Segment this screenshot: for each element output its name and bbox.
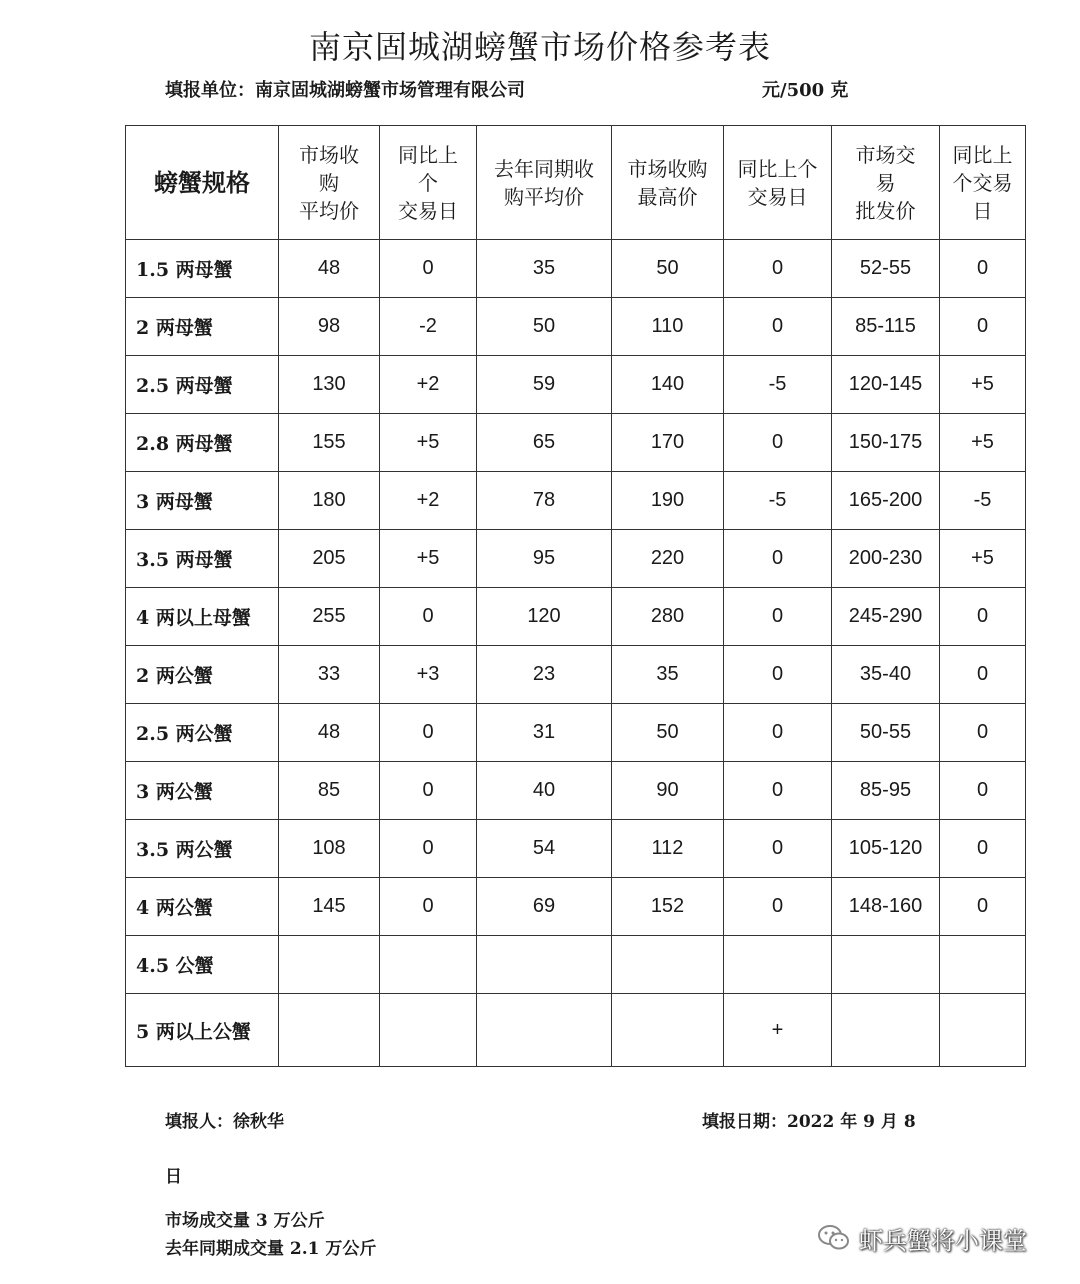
column-header: 同比上 个 交易日 (380, 126, 477, 240)
price-cell: +5 (940, 356, 1026, 414)
price-cell: 220 (612, 530, 724, 588)
price-cell: 165-200 (832, 472, 940, 530)
price-cell: 0 (724, 414, 832, 472)
price-cell: 65 (477, 414, 612, 472)
price-cell: 105-120 (832, 820, 940, 878)
price-cell: +5 (940, 530, 1026, 588)
price-cell: 0 (724, 646, 832, 704)
price-cell: +2 (380, 472, 477, 530)
price-cell: 52-55 (832, 240, 940, 298)
crab-spec-cell: 4.5 公蟹 (126, 936, 279, 994)
table-body (126, 240, 1026, 1067)
price-cell: 152 (612, 878, 724, 936)
table-header-row (126, 126, 1026, 240)
price-cell: 140 (612, 356, 724, 414)
table-row (126, 762, 1026, 820)
column-header: 市场收购 最高价 (612, 126, 724, 240)
price-cell: 155 (279, 414, 380, 472)
price-cell: 205 (279, 530, 380, 588)
price-cell: 95 (477, 530, 612, 588)
price-cell: 245-290 (832, 588, 940, 646)
price-cell: 0 (724, 878, 832, 936)
price-cell: 85 (279, 762, 380, 820)
column-header: 螃蟹规格 (126, 126, 279, 240)
price-cell (477, 936, 612, 994)
price-cell: -5 (940, 472, 1026, 530)
price-cell: 48 (279, 240, 380, 298)
table-row (126, 820, 1026, 878)
crab-spec-cell: 4 两以上母蟹 (126, 588, 279, 646)
crab-spec-cell: 4 两公蟹 (126, 878, 279, 936)
crab-spec-cell: 3.5 两母蟹 (126, 530, 279, 588)
price-cell: + (724, 994, 832, 1067)
last-year-volume: 去年同期成交量 2.1 万公斤 (165, 1239, 377, 1259)
price-cell (612, 994, 724, 1067)
price-cell: 40 (477, 762, 612, 820)
column-header: 市场收 购 平均价 (279, 126, 380, 240)
price-cell (724, 936, 832, 994)
price-cell: +5 (380, 530, 477, 588)
price-cell: 50 (612, 704, 724, 762)
price-cell: 69 (477, 878, 612, 936)
price-cell: 50 (477, 298, 612, 356)
table-row (126, 994, 1026, 1067)
price-unit: 元/500 克 (762, 80, 849, 101)
price-cell: 33 (279, 646, 380, 704)
crab-spec-cell: 3 两母蟹 (126, 472, 279, 530)
price-cell: 78 (477, 472, 612, 530)
price-cell: 50 (612, 240, 724, 298)
price-cell: 280 (612, 588, 724, 646)
wechat-icon (817, 1223, 851, 1253)
price-cell: 90 (612, 762, 724, 820)
price-cell: 0 (724, 240, 832, 298)
price-cell: 0 (380, 240, 477, 298)
crab-spec-cell: 2 两母蟹 (126, 298, 279, 356)
table-row (126, 530, 1026, 588)
price-cell: 0 (724, 530, 832, 588)
price-cell: 0 (380, 878, 477, 936)
price-cell (477, 994, 612, 1067)
price-cell: 200-230 (832, 530, 940, 588)
crab-spec-cell: 5 两以上公蟹 (126, 994, 279, 1067)
price-cell: 0 (724, 704, 832, 762)
table-row (126, 240, 1026, 298)
price-cell: 145 (279, 878, 380, 936)
page-title: 南京固城湖螃蟹市场价格参考表 (308, 28, 771, 66)
price-cell: 0 (940, 704, 1026, 762)
price-cell (279, 936, 380, 994)
table-row (126, 646, 1026, 704)
price-cell (279, 994, 380, 1067)
price-cell: 54 (477, 820, 612, 878)
price-cell: 0 (940, 588, 1026, 646)
price-cell: 148-160 (832, 878, 940, 936)
table-row (126, 472, 1026, 530)
price-cell (832, 994, 940, 1067)
price-cell: 120 (477, 588, 612, 646)
price-cell: +5 (380, 414, 477, 472)
price-cell: 255 (279, 588, 380, 646)
price-cell: 150-175 (832, 414, 940, 472)
price-cell: 190 (612, 472, 724, 530)
table-row (126, 414, 1026, 472)
reporting-unit: 填报单位：南京固城湖螃蟹市场管理有限公司 (165, 80, 525, 101)
crab-spec-cell: 2.5 两公蟹 (126, 704, 279, 762)
report-date: 填报日期：2022 年 9 月 8 (702, 1112, 916, 1132)
price-cell: -2 (380, 298, 477, 356)
price-cell: 35-40 (832, 646, 940, 704)
price-cell (380, 936, 477, 994)
filler-name: 填报人：徐秋华 (165, 1112, 284, 1132)
price-cell: 110 (612, 298, 724, 356)
price-cell: 31 (477, 704, 612, 762)
column-header: 同比上 个交易 日 (940, 126, 1026, 240)
price-cell: 0 (380, 588, 477, 646)
crab-spec-cell: 2.8 两母蟹 (126, 414, 279, 472)
price-cell: 85-95 (832, 762, 940, 820)
price-cell: 120-145 (832, 356, 940, 414)
price-cell: +2 (380, 356, 477, 414)
price-cell: 0 (940, 820, 1026, 878)
report-date-continued: 日 (165, 1167, 182, 1187)
price-cell: -5 (724, 356, 832, 414)
price-cell (612, 936, 724, 994)
price-cell: 0 (724, 820, 832, 878)
price-cell: 48 (279, 704, 380, 762)
crab-spec-cell: 1.5 两母蟹 (126, 240, 279, 298)
price-cell: 0 (724, 298, 832, 356)
price-cell: 0 (940, 762, 1026, 820)
price-cell: 98 (279, 298, 380, 356)
table-row (126, 298, 1026, 356)
table-row (126, 936, 1026, 994)
table-row (126, 704, 1026, 762)
price-cell (940, 936, 1026, 994)
watermark-text: 虾兵蟹将小课堂 (859, 1226, 1027, 1255)
price-cell: 0 (940, 240, 1026, 298)
price-cell: +3 (380, 646, 477, 704)
price-cell: 0 (724, 588, 832, 646)
price-cell: 85-115 (832, 298, 940, 356)
price-cell (940, 994, 1026, 1067)
price-cell: 59 (477, 356, 612, 414)
crab-spec-cell: 2 两公蟹 (126, 646, 279, 704)
market-volume: 市场成交量 3 万公斤 (165, 1211, 325, 1231)
column-header: 同比上个 交易日 (724, 126, 832, 240)
column-header: 去年同期收 购平均价 (477, 126, 612, 240)
price-cell: 35 (612, 646, 724, 704)
price-cell: 130 (279, 356, 380, 414)
price-cell: 0 (940, 878, 1026, 936)
price-table (125, 125, 1026, 1067)
table-row (126, 878, 1026, 936)
price-cell: 0 (380, 704, 477, 762)
price-cell: 0 (380, 820, 477, 878)
price-cell: 35 (477, 240, 612, 298)
crab-spec-cell: 3.5 两公蟹 (126, 820, 279, 878)
price-cell: 0 (724, 762, 832, 820)
price-cell: 0 (940, 298, 1026, 356)
column-header: 市场交 易 批发价 (832, 126, 940, 240)
price-cell: 23 (477, 646, 612, 704)
price-cell: 170 (612, 414, 724, 472)
watermark (817, 1220, 1027, 1256)
price-cell (380, 994, 477, 1067)
price-cell: 0 (940, 646, 1026, 704)
table-row (126, 588, 1026, 646)
price-cell: 108 (279, 820, 380, 878)
price-cell: 180 (279, 472, 380, 530)
price-cell: 50-55 (832, 704, 940, 762)
price-cell: +5 (940, 414, 1026, 472)
table-row (126, 356, 1026, 414)
price-cell: 112 (612, 820, 724, 878)
price-cell: -5 (724, 472, 832, 530)
crab-spec-cell: 3 两公蟹 (126, 762, 279, 820)
price-cell (832, 936, 940, 994)
crab-spec-cell: 2.5 两母蟹 (126, 356, 279, 414)
price-cell: 0 (380, 762, 477, 820)
